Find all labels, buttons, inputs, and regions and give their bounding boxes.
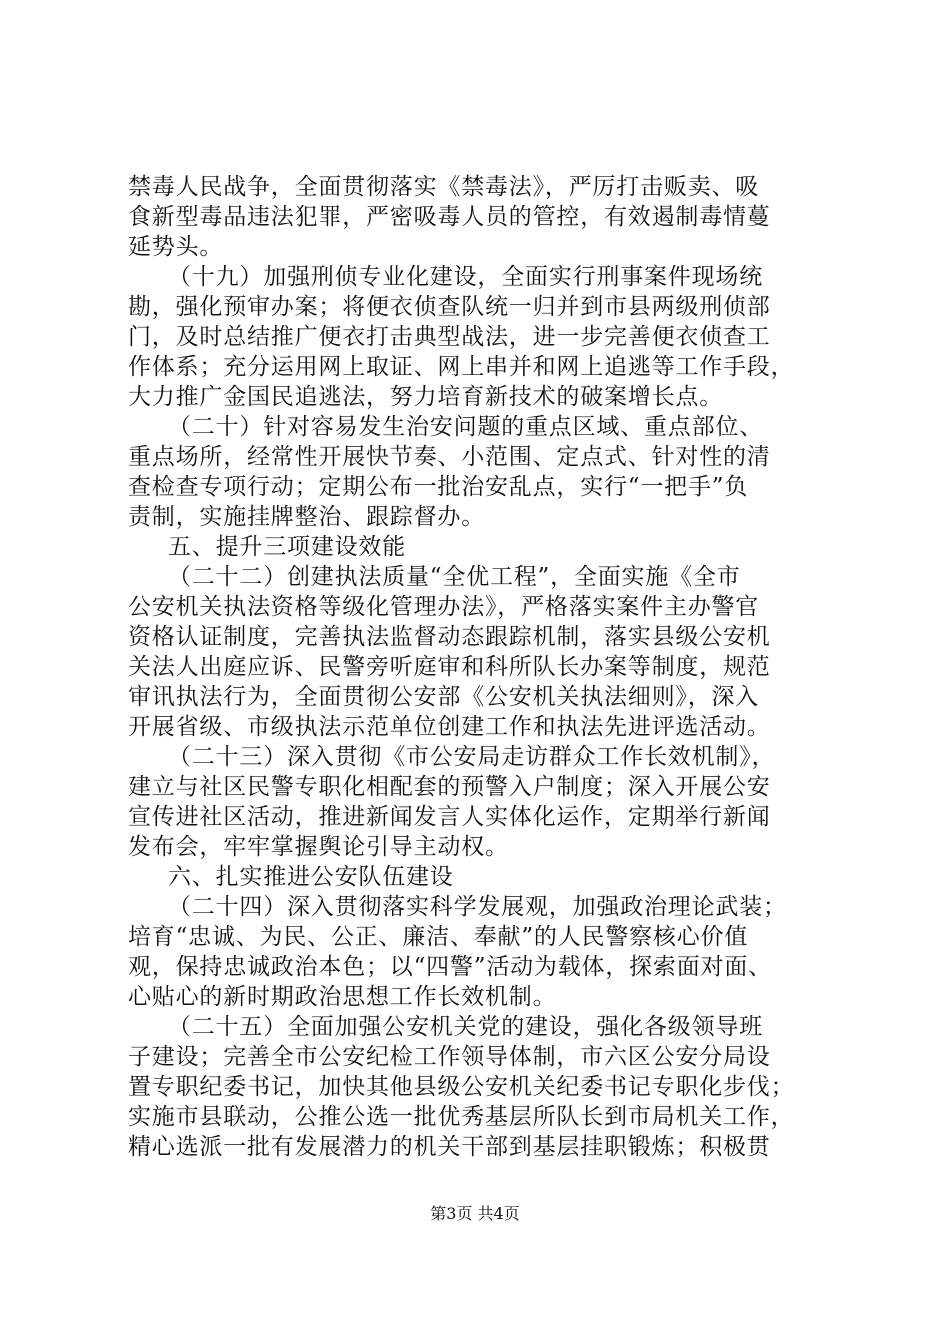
body-line: 发布会，牢牢掌握舆论引导主动权。 [128, 834, 509, 860]
body-line: 开展省级、市级执法示范单位创建工作和执法先进评选活动。 [128, 714, 771, 740]
body-line: 查检查专项行动；定期公布一批治安乱点，实行“一把手”负 [128, 474, 749, 500]
body-line: 重点场所，经常性开展快节奏、小范围、定点式、针对性的清 [128, 444, 771, 470]
body-line: 宣传进社区活动，推进新闻发言人实体化运作，定期举行新闻 [128, 804, 771, 830]
paragraph-23-start: （二十三）深入贯彻《市公安局走访群众工作长效机制》， [168, 744, 776, 770]
body-line: 大力推广金国民追逃法，努力培育新技术的破案增长点。 [128, 384, 723, 410]
body-line: 资格认证制度，完善执法监督动态跟踪机制，落实县级公安机 [128, 624, 771, 650]
body-line: 置专职纪委书记，加快其他县级公安机关纪委书记专职化步伐； [128, 1074, 795, 1100]
body-line: 培育“忠诚、为民、公正、廉洁、奉献”的人民警察核心价值 [128, 924, 749, 950]
paragraph-25-start: （二十五）全面加强公安机关党的建设，强化各级领导班 [168, 1014, 763, 1040]
body-line: 精心选派一批有发展潜力的机关干部到基层挂职锻炼；积极贯 [128, 1134, 771, 1160]
paragraph-19-start: （十九）加强刑侦专业化建设，全面实行刑事案件现场统 [168, 264, 763, 290]
body-line: 延势头。 [128, 234, 224, 260]
page-number-footer: 第3页 共4页 [430, 1204, 520, 1223]
body-line: 关法人出庭应诉、民警旁听庭审和科所队长办案等制度，规范 [128, 654, 771, 680]
body-line: 观，保持忠诚政治本色；以“四警”活动为载体，探索面对面、 [128, 954, 772, 980]
section-heading-6: 六、扎实推进公安队伍建设 [168, 864, 454, 890]
body-line: 勘，强化预审办案；将便衣侦查队统一归并到市县两级刑侦部 [128, 294, 771, 320]
body-line: 门，及时总结推广便衣打击典型战法，进一步完善便衣侦查工 [128, 324, 771, 350]
body-line: 食新型毒品违法犯罪，严密吸毒人员的管控，有效遏制毒情蔓 [128, 204, 771, 230]
body-line: 公安机关执法资格等级化管理办法》，严格落实案件主办警官 [128, 594, 760, 620]
body-line: 责制，实施挂牌整治、跟踪督办。 [128, 504, 485, 530]
paragraph-22-start: （二十二）创建执法质量“全优工程”，全面实施《全市 [168, 564, 741, 590]
section-heading-5: 五、提升三项建设效能 [168, 534, 406, 560]
body-line: 子建设；完善全市公安纪检工作领导体制，市六区公安分局设 [128, 1044, 771, 1070]
body-line: 心贴心的新时期政治思想工作长效机制。 [128, 984, 557, 1010]
paragraph-20-start: （二十）针对容易发生治安问题的重点区域、重点部位、 [168, 414, 763, 440]
body-line: 实施市县联动，公推公选一批优秀基层所队长到市局机关工作， [128, 1104, 795, 1130]
body-line: 建立与社区民警专职化相配套的预警入户制度；深入开展公安 [128, 774, 771, 800]
body-line: 作体系；充分运用网上取证、网上串并和网上追逃等工作手段， [128, 354, 795, 380]
body-line: 禁毒人民战争，全面贯彻落实《禁毒法》，严厉打击贩卖、吸 [128, 174, 760, 200]
document-body [128, 172, 828, 1162]
body-line: 审讯执法行为，全面贯彻公安部《公安机关执法细则》，深入 [128, 684, 760, 710]
paragraph-24-start: （二十四）深入贯彻落实科学发展观，加强政治理论武装； [168, 894, 787, 920]
